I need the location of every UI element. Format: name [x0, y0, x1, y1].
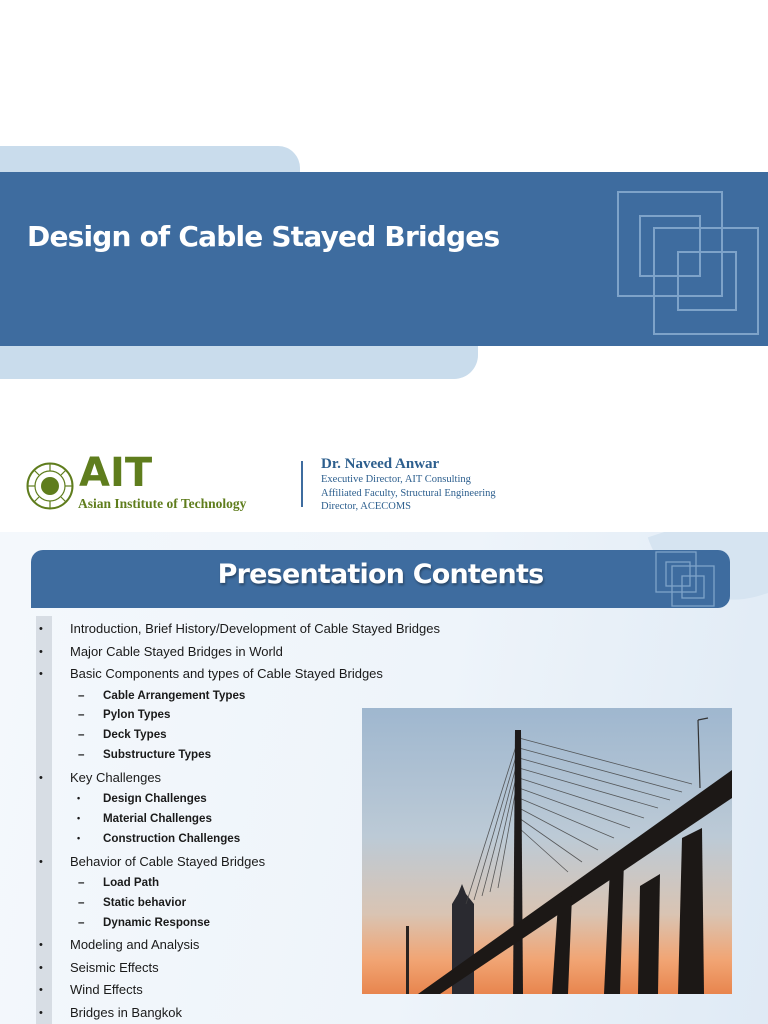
- presenter-info: [321, 455, 496, 514]
- ait-subtitle: Asian Institute of Technology: [78, 496, 247, 511]
- bullet-icon: •: [39, 1006, 43, 1019]
- ait-seal-icon: [26, 462, 74, 510]
- bullet-icon: •: [77, 832, 81, 843]
- contents-heading: Presentation Contents: [217, 559, 544, 590]
- slide-title: Design of Cable Stayed Bridges: [27, 220, 500, 253]
- dash-icon: –: [78, 876, 85, 890]
- title-band: [0, 172, 768, 346]
- contents-slide: Presentation Contents • Introduction, Brief History/Development of Cable Stayed Bridges • Major Cable Stayed Bridges in World • Basic Components and types of Cable Stayed Bridges – Cable Arrangement Types – Pylon Types – Deck Types – Substructure Types • Key Challenges • Design Challenges • Material Challenges • Construction Challenges • Behavior of Cable Stayed Bridges – Load Path – Static behavior – Dynamic Response • Modeling and Analysis • Seismic Effects • Wind Effects • Bridges in Bangkok: [0, 532, 768, 1024]
- title-tab-bottom: [0, 346, 478, 379]
- bullet-icon: •: [39, 771, 43, 784]
- bullet-icon: •: [77, 812, 81, 823]
- interlocking-squares-icon: [608, 180, 768, 340]
- dash-icon: –: [78, 728, 85, 742]
- presenter-role: Director, ACECOMS: [321, 501, 411, 512]
- dash-icon: –: [78, 915, 85, 929]
- bullet-icon: •: [39, 645, 43, 658]
- presenter-role: Affiliated Faculty, Structural Engineering: [321, 487, 496, 499]
- bullet-icon: •: [39, 984, 43, 997]
- ait-logo: [26, 450, 266, 518]
- ait-wordmark: AIT: [79, 450, 153, 496]
- dash-icon: –: [78, 708, 85, 722]
- bullet-icon: •: [39, 623, 43, 635]
- bullet-icon: •: [39, 939, 43, 952]
- dash-icon: –: [78, 688, 85, 702]
- presenter-name: Dr. Naveed Anwar: [321, 456, 440, 472]
- interlocking-squares-icon: [650, 550, 720, 608]
- dash-icon: –: [78, 747, 85, 761]
- contents-header-band: [31, 550, 730, 608]
- presenter-role: Executive Director, AIT Consulting: [321, 474, 471, 485]
- bullet-icon: •: [39, 961, 43, 974]
- logo-divider: [301, 461, 303, 507]
- cable-stayed-bridge-photo: [362, 708, 732, 994]
- bullet-icon: •: [77, 793, 81, 804]
- dash-icon: –: [78, 895, 85, 909]
- bullet-icon: •: [39, 855, 43, 868]
- bullet-icon: •: [39, 668, 43, 680]
